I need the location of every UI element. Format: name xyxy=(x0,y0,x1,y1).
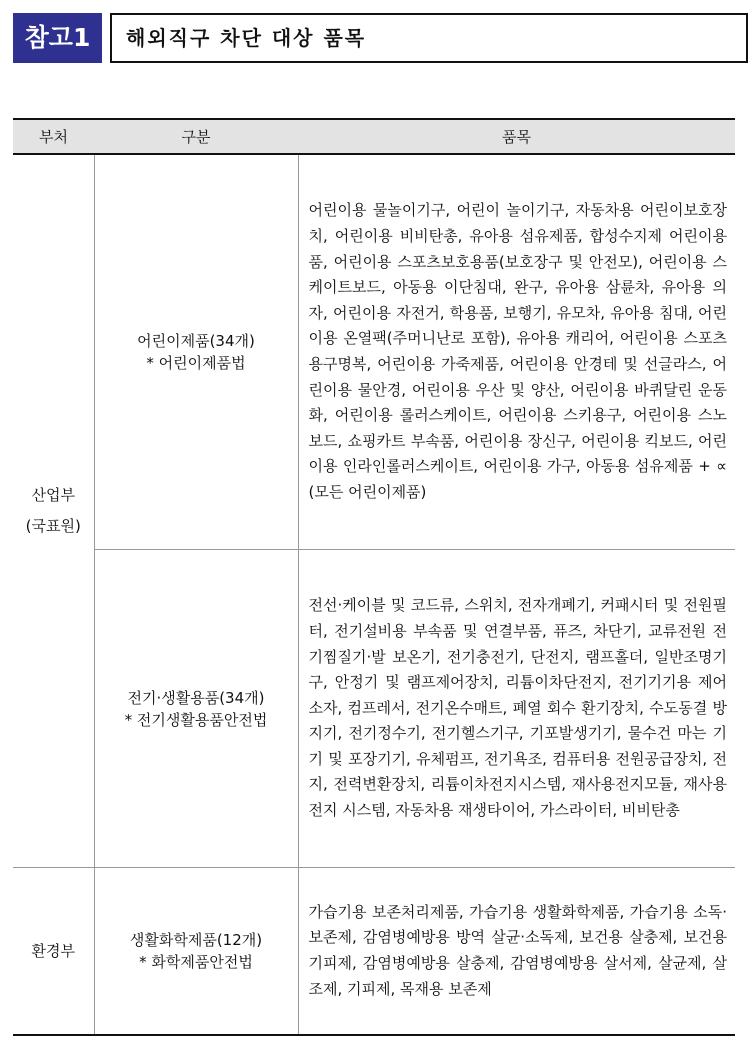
dept-agency: (국표원) xyxy=(25,517,81,535)
column-header-category: 구분 xyxy=(94,119,298,154)
table-row xyxy=(13,550,735,868)
category-law: * 어린이제품법 xyxy=(146,354,246,372)
category-name: 생활화학제품(12개) xyxy=(129,931,263,949)
blocked-items-table xyxy=(13,118,735,1036)
column-header-items: 품목 xyxy=(298,119,735,154)
reference-badge: 참고1 xyxy=(13,13,102,63)
category-cell xyxy=(94,154,298,550)
category-law: * 전기생활용품안전법 xyxy=(124,710,268,729)
category-name: 전기·생활용품(34개) xyxy=(127,688,265,707)
table-header-row xyxy=(13,119,735,154)
category-cell xyxy=(94,550,298,868)
section-title: 해외직구 차단 대상 품목 xyxy=(110,13,748,63)
category-name: 어린이제품(34개) xyxy=(137,332,255,350)
dept-name: 산업부 xyxy=(31,486,75,504)
column-header-dept: 부처 xyxy=(13,119,94,154)
items-cell: 어린이용 물놀이기구, 어린이 놀이기구, 자동차용 어린이보호장치, 어린이용 비비탄총, 유아용 섬유제품, 합성수지제 어린이용품, 어린이용 스포츠보호용품(보호장구 및 안전모), 어린이용 스케이트보드, 아동용 이단침대, 완구, 유아용 삼륜차, 유아용 의자, 어린이용 자전거, 학용품, 보행기, 유모차, 유아용 침대, 어린이용 온열팩(주머니난로 포함), 유아용 캐리어, 어린이용 스포츠용구명복, 어린이용 가죽제품, 어린이용 안경테 및 선글라스, 어린이용 물안경, 어린이용 우산 및 양산, 어린이용 바퀴달린 운동화, 어린이용 롤러스케이트, 어린이용 스키용구, 어린이용 스노보드, 쇼핑카트 부속품, 어린이용 장신구, 어린이용 킥보드, 어린이용 인라인롤러스케이트, 어린이용 가구, 아동용 섬유제품 + ∝ (모든 어린이제품) xyxy=(298,154,735,550)
dept-cell-environment xyxy=(13,868,94,1036)
items-cell: 전선·케이블 및 코드류, 스위치, 전자개폐기, 커패시터 및 전원필터, 전기설비용 부속품 및 연결부품, 퓨즈, 차단기, 교류전원 전기찜질기·발 보온기, 전기충전기, 단전지, 램프홀더, 일반조명기구, 안정기 및 램프제어장치, 리튬이차단전지, 전기기기용 제어소자, 컴프레서, 전기온수매트, 폐열 회수 환기장치, 수도동결 방지기, 전기정수기, 전기헬스기구, 기포발생기기, 물수건 마는 기기 및 포장기기, 유체펌프, 전기욕조, 컴퓨터용 전원공급장치, 전지, 전력변환장치, 리튬이차전지시스템, 재사용전지모듈, 재사용전지 시스템, 자동차용 재생타이어, 가스라이터, 비비탄총 xyxy=(298,550,735,868)
table-row xyxy=(13,154,735,550)
table-row xyxy=(13,868,735,1036)
dept-name: 환경부 xyxy=(31,941,75,960)
category-law: * 화학제품안전법 xyxy=(139,953,253,971)
dept-cell-motie xyxy=(13,154,94,868)
items-cell: 가습기용 보존처리제품, 가습기용 생활화학제품, 가습기용 소독·보존제, 감염병예방용 방역 살균·소독제, 보건용 살충제, 보건용 기피제, 감염병예방용 살충제, 감염병예방용 살서제, 살균제, 살조제, 기피제, 목재용 보존제 xyxy=(298,868,735,1036)
category-cell xyxy=(94,868,298,1036)
